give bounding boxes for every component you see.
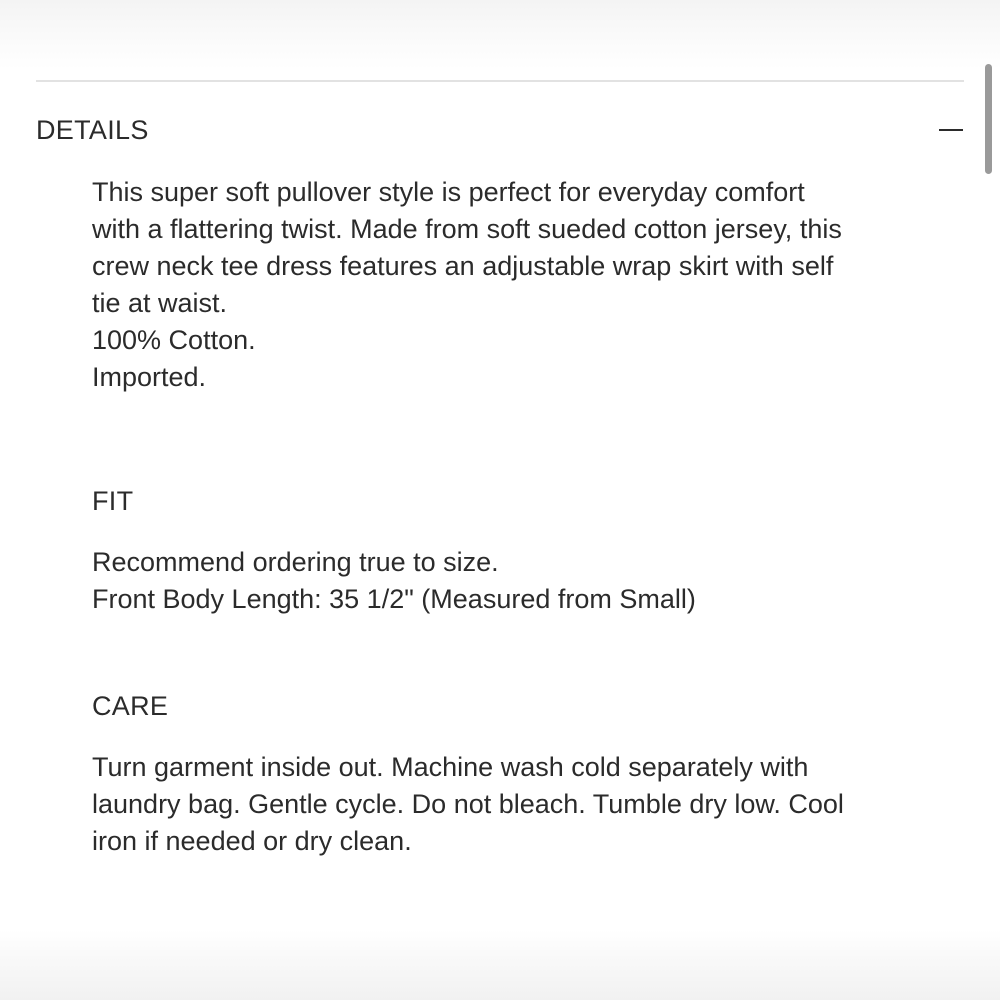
details-content [92,174,962,860]
care-content [92,749,962,860]
details-title: DETAILS [36,114,149,145]
details-line: with a flattering twist. Made from soft sueded cotton jersey, this [92,214,842,244]
details-line: tie at waist. [92,288,228,318]
fit-line: Recommend ordering true to size. [92,547,499,577]
material-line: 100% Cotton. [92,325,256,355]
minus-icon[interactable] [938,117,964,143]
care-line: Turn garment inside out. Machine wash cold separately with [92,752,809,782]
scrollbar-thumb[interactable] [985,64,992,174]
details-accordion-header[interactable] [36,108,964,152]
details-line: crew neck tee dress features an adjustable wrap skirt with self [92,251,834,281]
fit-line: Front Body Length: 35 1/2" (Measured from Small) [92,584,696,614]
bottom-fade [0,930,1000,1000]
origin-line: Imported. [92,362,207,392]
care-line: laundry bag. Gentle cycle. Do not bleach. Tumble dry low. Cool [92,789,844,819]
care-line: iron if needed or dry clean. [92,826,412,856]
top-fade [0,0,1000,70]
details-description [92,174,962,396]
fit-content [92,544,962,618]
details-line: This super soft pullover style is perfect for everyday comfort [92,177,805,207]
section-divider [36,80,964,82]
fit-heading: FIT [92,486,134,516]
care-heading: CARE [92,691,169,721]
